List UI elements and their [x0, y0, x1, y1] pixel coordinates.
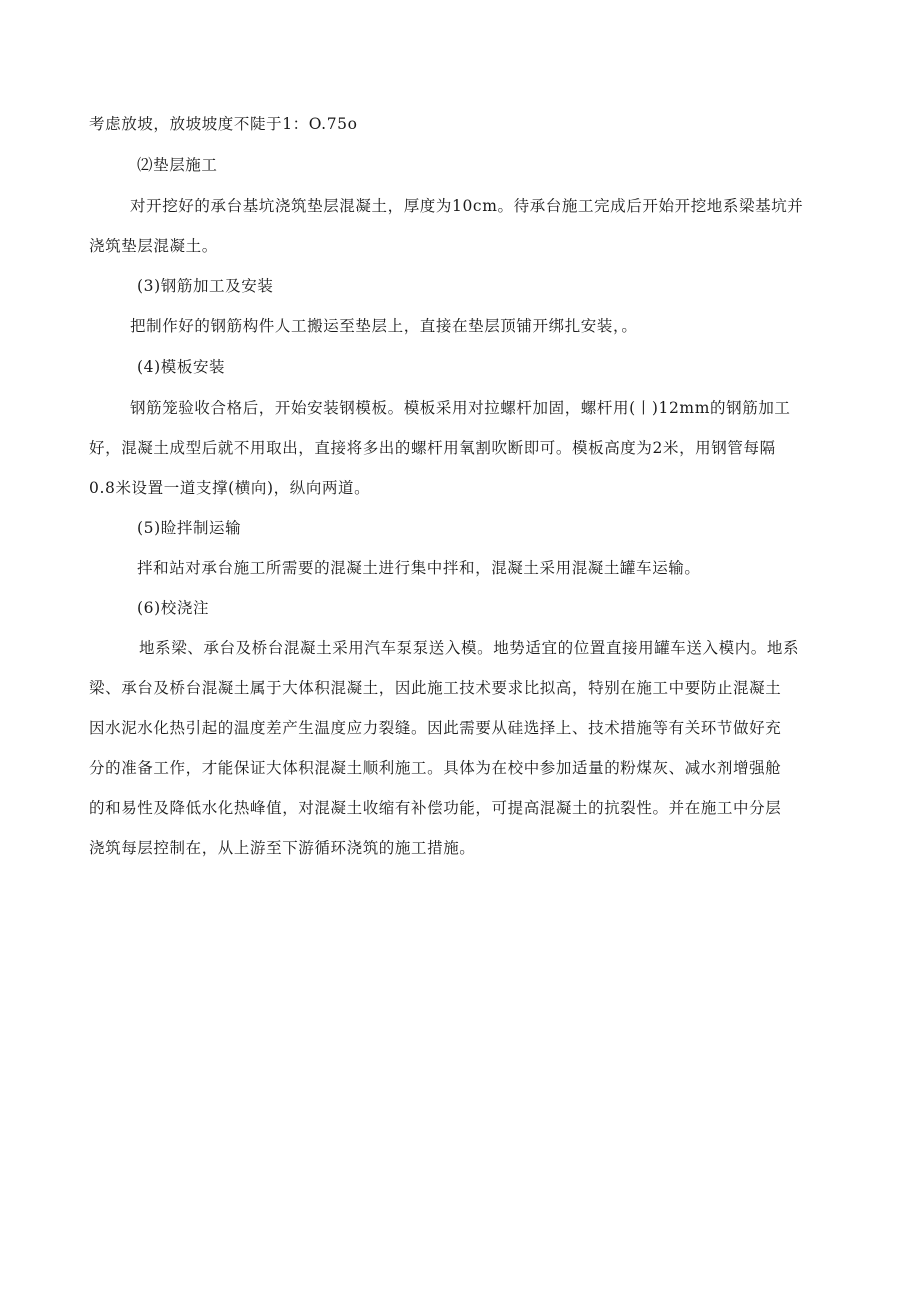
text-line: 0.8米设置一道支撑(横向)，纵向两道。 [89, 479, 371, 497]
section-heading: (4)模板安装 [137, 358, 226, 376]
text-line: 的和易性及降低水化热峰值，对混凝土收缩有补偿功能，可提高混凝土的抗裂性。并在施工中分层 [89, 799, 782, 817]
text-line: 梁、承台及桥台混凝土属于大体积混凝土，因此施工技术要求比拟高，特别在施工中要防止混凝土 [89, 679, 782, 697]
section-heading: (3)钢筋加工及安装 [137, 277, 274, 295]
section-heading: (5)睑拌制运输 [137, 519, 242, 537]
text-line: 因水泥水化热引起的温度差产生温度应力裂缝。因此需要从硅选择上、技术措施等有关环节做好充 [89, 719, 782, 737]
text-line: 地系梁、承台及桥台混凝土采用汽车泵泵送入模。地势适宜的位置直接用罐车送入模内。地系 [139, 639, 800, 657]
text-line: 分的准备工作，才能保证大体积混凝土顺利施工。具体为在校中参加适量的粉煤灰、减水剂增强舱 [89, 759, 782, 777]
text-line: 浇筑垫层混凝土。 [89, 237, 218, 255]
text-line: 钢筋笼验收合格后，开始安装钢模板。模板采用对拉螺杆加固，螺杆用(丨)12mm的钢筋加工 [130, 399, 791, 417]
section-heading: ⑵垫层施工 [137, 156, 218, 174]
text-line: 对开挖好的承台基坑浇筑垫层混凝土，厚度为10cm。待承台施工完成后开始开挖地系梁基坑并 [130, 197, 804, 215]
section-heading: (6)校浇注 [137, 599, 210, 617]
text-line: 浇筑每层控制在，从上游至下游循环浇筑的施工措施。 [89, 839, 476, 857]
text-line: 考虑放坡，放坡坡度不陡于1：O.75o [89, 115, 358, 133]
text-line: 拌和站对承台施工所需要的混凝土进行集中拌和，混凝土采用混凝土罐车运输。 [137, 559, 701, 577]
text-line: 把制作好的钢筋构件人工搬运至垫层上，直接在垫层顶铺开绑扎安装，。 [130, 317, 638, 335]
text-line: 好，混凝土成型后就不用取出，直接将多出的螺杆用氧割吹断即可。模板高度为2米，用钢管每隔 [89, 439, 776, 457]
